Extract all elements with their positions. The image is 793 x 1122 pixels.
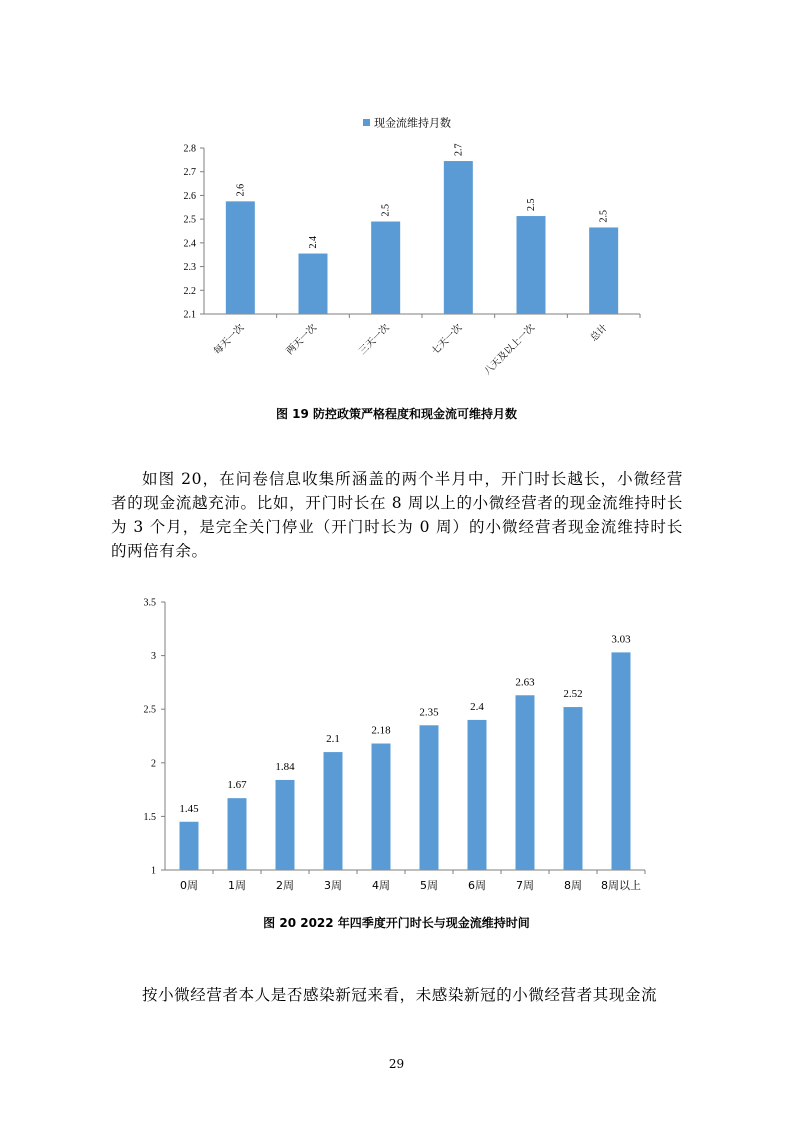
legend-label: 现金流维持月数 — [374, 116, 451, 130]
y-tick-label: 3.5 — [143, 597, 156, 609]
bar — [372, 744, 391, 870]
data-label: 2.4 — [308, 236, 319, 249]
figure-20-svg — [120, 590, 680, 900]
x-tick-label: 3周 — [324, 879, 342, 892]
data-label: 2.5 — [380, 204, 392, 217]
y-tick-label: 2.8 — [183, 143, 196, 155]
figure-19-caption: 图 19 防控政策严格程度和现金流可维持月数 — [275, 407, 518, 421]
bar — [589, 227, 618, 314]
data-label: 2.18 — [371, 724, 391, 737]
x-tick-label: 每天一次 — [211, 322, 247, 358]
paragraph-text: 按小微经营者本人是否感染新冠来看，未感染新冠的小微经营者其现金流 — [142, 986, 658, 1004]
x-tick-label: 2周 — [276, 879, 294, 892]
figure-20-chart — [120, 590, 680, 900]
y-tick-label: 2.5 — [143, 704, 156, 716]
bar — [324, 752, 343, 870]
bar — [228, 798, 247, 870]
x-tick-label: 七天一次 — [429, 322, 465, 358]
y-tick-label: 2.7 — [183, 167, 196, 179]
page-number: 29 — [388, 1057, 405, 1071]
y-tick-label: 2.4 — [183, 238, 196, 250]
x-tick-label: 1周 — [228, 879, 246, 892]
bar — [371, 222, 400, 314]
paragraph-text: 如图 20，在问卷信息收集所涵盖的两个半月中，开门时长越长，小微经营者的现金流越充沛。比如，开门时长在 8 周以上的小微经营者的现金流维持时长为 3 个月，是完全关门停业（开门时长为 0 周）的小微经营者现金流维持时长的两倍有余。 — [111, 470, 683, 560]
x-tick-label: 0周 — [180, 879, 198, 892]
y-tick-label: 2.2 — [183, 285, 196, 297]
data-label: 3.03 — [611, 633, 631, 646]
x-tick-label: 7周 — [516, 879, 534, 892]
y-tick-label: 2.5 — [183, 214, 196, 226]
data-label: 2.5 — [526, 198, 537, 212]
data-label: 1.45 — [179, 802, 199, 815]
bar — [420, 725, 439, 870]
y-tick-label: 1.5 — [143, 811, 156, 823]
data-label: 2.52 — [563, 688, 583, 701]
y-tick-label: 1 — [151, 865, 156, 877]
bar — [276, 780, 295, 870]
bar — [180, 822, 199, 870]
y-tick-label: 2 — [151, 758, 156, 770]
figure-20-caption: 图 20 2022 年四季度开门时长与现金流维持时间 — [263, 916, 530, 930]
data-label: 1.67 — [227, 779, 247, 792]
data-label: 2.5 — [598, 209, 610, 223]
data-label: 1.84 — [275, 760, 295, 773]
y-tick-label: 2.1 — [183, 309, 196, 321]
bar — [612, 652, 631, 870]
data-label: 2.1 — [326, 733, 340, 746]
data-label: 2.63 — [515, 676, 535, 689]
data-label: 2.7 — [453, 143, 465, 157]
y-tick-label: 2.3 — [183, 262, 196, 274]
x-tick-label: 总计 — [588, 322, 610, 344]
data-label: 2.4 — [470, 700, 484, 713]
bar — [444, 161, 473, 314]
data-label: 2.35 — [419, 706, 439, 719]
x-tick-label: 两天一次 — [284, 322, 320, 358]
x-tick-label: 8周以上 — [601, 879, 641, 892]
y-tick-label: 2.6 — [183, 190, 196, 202]
bar — [564, 707, 583, 870]
data-label: 2.6 — [235, 183, 247, 197]
figure-19-chart — [140, 105, 660, 390]
bar — [226, 201, 255, 314]
legend-swatch — [363, 119, 370, 126]
x-tick-label: 6周 — [468, 879, 486, 892]
x-tick-label: 5周 — [420, 879, 438, 892]
x-tick-label: 8周 — [564, 879, 582, 892]
bar — [517, 216, 546, 314]
bar — [468, 720, 487, 870]
bar — [516, 695, 535, 870]
body-paragraph-2 — [111, 983, 683, 1007]
x-tick-label: 八天及以上一次 — [482, 322, 538, 378]
x-tick-label: 三天一次 — [357, 322, 392, 358]
bar — [299, 254, 328, 314]
figure-19-svg — [140, 105, 660, 390]
body-paragraph-1 — [111, 467, 683, 563]
x-tick-label: 4周 — [372, 879, 390, 892]
y-tick-label: 3 — [151, 651, 156, 663]
